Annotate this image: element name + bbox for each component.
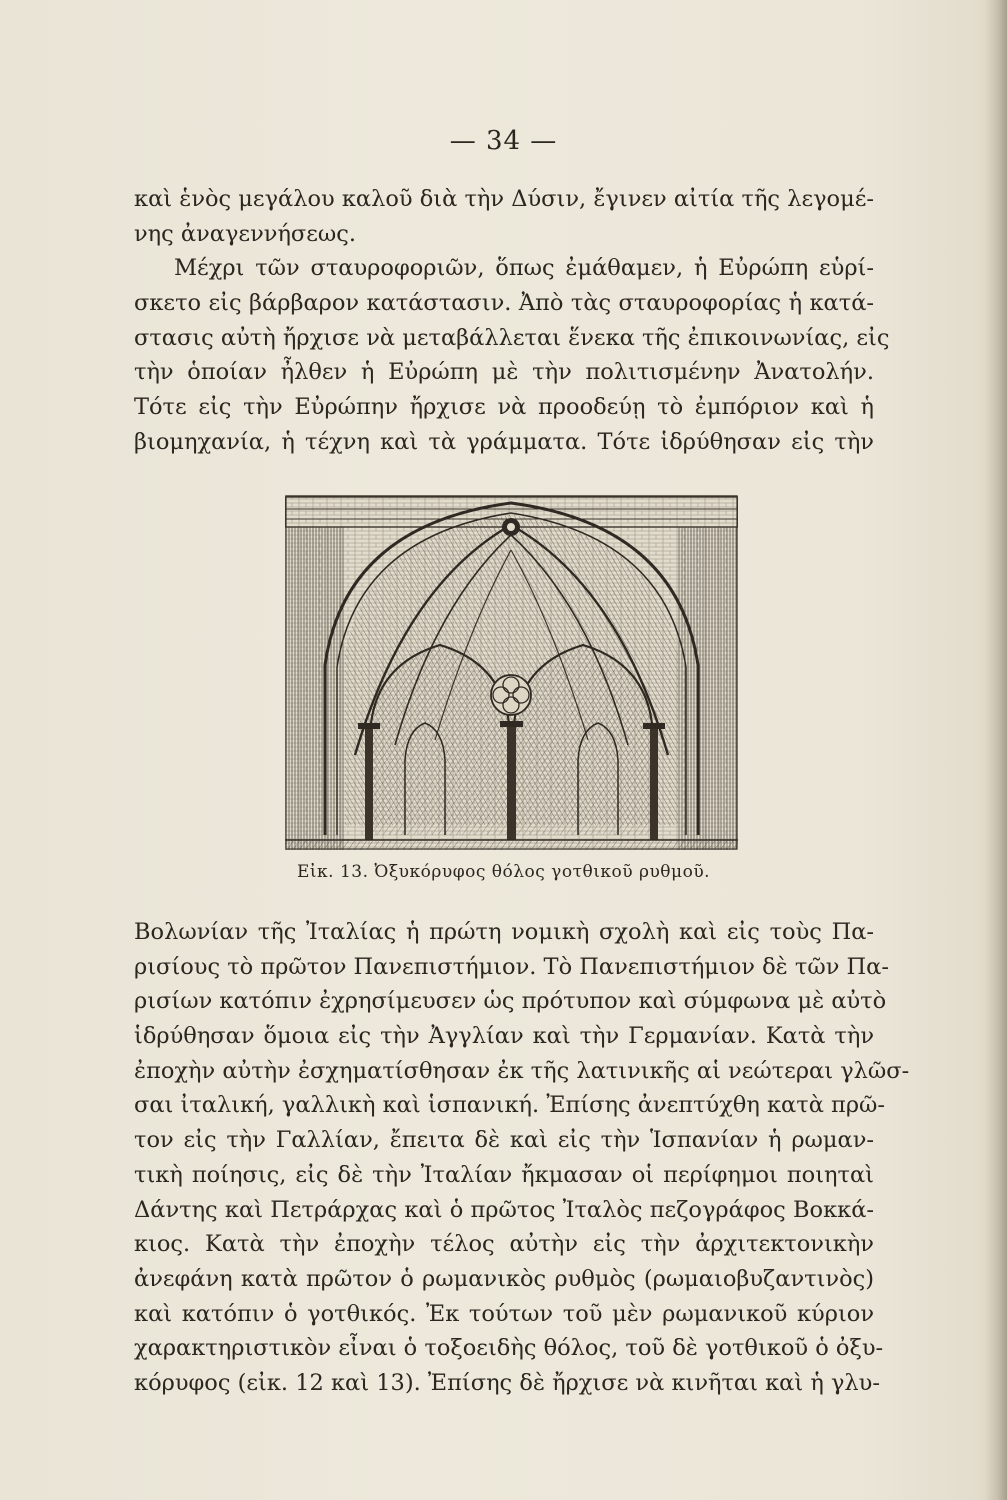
text-line: στασις αὐτὴ ἤρχισε νὰ μεταβάλλεται ἕνεκα τῆς ἐπικοινωνίας, εἰς [134,324,890,351]
text-line: τον εἰς τὴν Γαλλίαν, ἔπειτα δὲ καὶ εἰς τὴν Ἱσπανίαν ἡ ρωμαν- [134,1127,874,1154]
text-line: τικὴ ποίησις, εἰς δὲ τὴν Ἰταλίαν ἤκμασαν οἱ περίφημοι ποιηταὶ [134,1161,874,1188]
text-line: κιος. Κατὰ τὴν ἐποχὴν τέλος αὐτὴν εἰς τὴν ἀρχιτεκτονικὴν [134,1231,874,1258]
text-line: βιομηχανία, ἡ τέχνη καὶ τὰ γράμματα. Τότε ἱδρύθησαν εἰς τὴν [134,428,874,455]
paragraph-top [134,182,890,460]
text-line: χαρακτηριστικὸν εἶναι ὁ τοξοειδὴς θόλος, τοῦ δὲ γοτθικοῦ ὁ ὀξυ- [134,1335,884,1362]
text-line: Δάντης καὶ Πετράρχας καὶ ὁ πρῶτος Ἰταλὸς πεζογράφος Βοκκά- [134,1196,874,1223]
text-line: ἐποχὴν αὐτὴν ἐσχηματίσθησαν ἐκ τῆς λατινικῆς αἱ νεώτεραι γλῶσ- [134,1057,910,1084]
text-line: καὶ κατόπιν ὁ γοτθικός. Ἐκ τούτων τοῦ μὲν ρωμανικοῦ κύριον [134,1300,874,1327]
text-line: τὴν ὁποίαν ἦλθεν ἡ Εὐρώπη μὲ τὴν πολιτισμένην Ἀνατολήν. [134,359,874,386]
vault-engraving-icon [285,495,738,850]
gothic-vault-illustration [285,495,738,850]
text-line: καὶ ἑνὸς μεγάλου καλοῦ διὰ τὴν Δύσιν, ἔγινεν αἰτία τῆς λεγομέ- [134,186,874,212]
text-line: Μέχρι τῶν σταυροφοριῶν, ὅπως ἐμάθαμεν, ἡ Εὐρώπη εὑρί- [174,255,874,282]
page-edge-shadow [985,0,1007,1500]
text-line: Τότε εἰς τὴν Εὐρώπην ἤρχισε νὰ προοδεύῃ τὸ ἐμπόριον καὶ ἡ [134,394,874,421]
figure-caption: Εἰκ. 13. Ὀξυκόρυφος θόλος γοτθικοῦ ρυθμοῦ. [296,862,711,882]
page-number: — 34 — [449,126,558,156]
text-line: κόρυφος (εἰκ. 12 καὶ 13). Ἐπίσης δὲ ἤρχισε νὰ κινῆται καὶ ἡ γλυ- [134,1369,880,1396]
text-line: ρισίων κατόπιν ἐχρησίμευσεν ὡς πρότυπον καὶ σύμφωνα μὲ αὐτὸ [134,988,887,1015]
text-line: νης ἀναγεννήσεως. [134,220,357,247]
text-line: ἱδρύθησαν ὅμοια εἰς τὴν Ἀγγλίαν καὶ τὴν Γερμανίαν. Κατὰ τὴν [134,1023,874,1050]
text-line: Βολωνίαν τῆς Ἰταλίας ἡ πρώτη νομικὴ σχολὴ καὶ εἰς τοὺς Πα- [134,919,874,945]
paragraph-bottom [134,915,910,1401]
text-line: ρισίους τὸ πρῶτον Πανεπιστήμιον. Τὸ Πανεπιστήμιον δὲ τῶν Πα- [134,953,889,980]
text-line: σκετο εἰς βάρβαρον κατάστασιν. Ἀπὸ τὰς σταυροφορίας ἡ κατά- [134,290,874,317]
text-line: σαι ἰταλική, γαλλικὴ καὶ ἱσπανική. Ἐπίσης ἀνεπτύχθη κατὰ πρῶ- [134,1092,886,1119]
text-line: ἀνεφάνη κατὰ πρῶτον ὁ ρωμανικὸς ρυθμὸς (ρωμαιοβυζαντινὸς) [134,1265,874,1292]
